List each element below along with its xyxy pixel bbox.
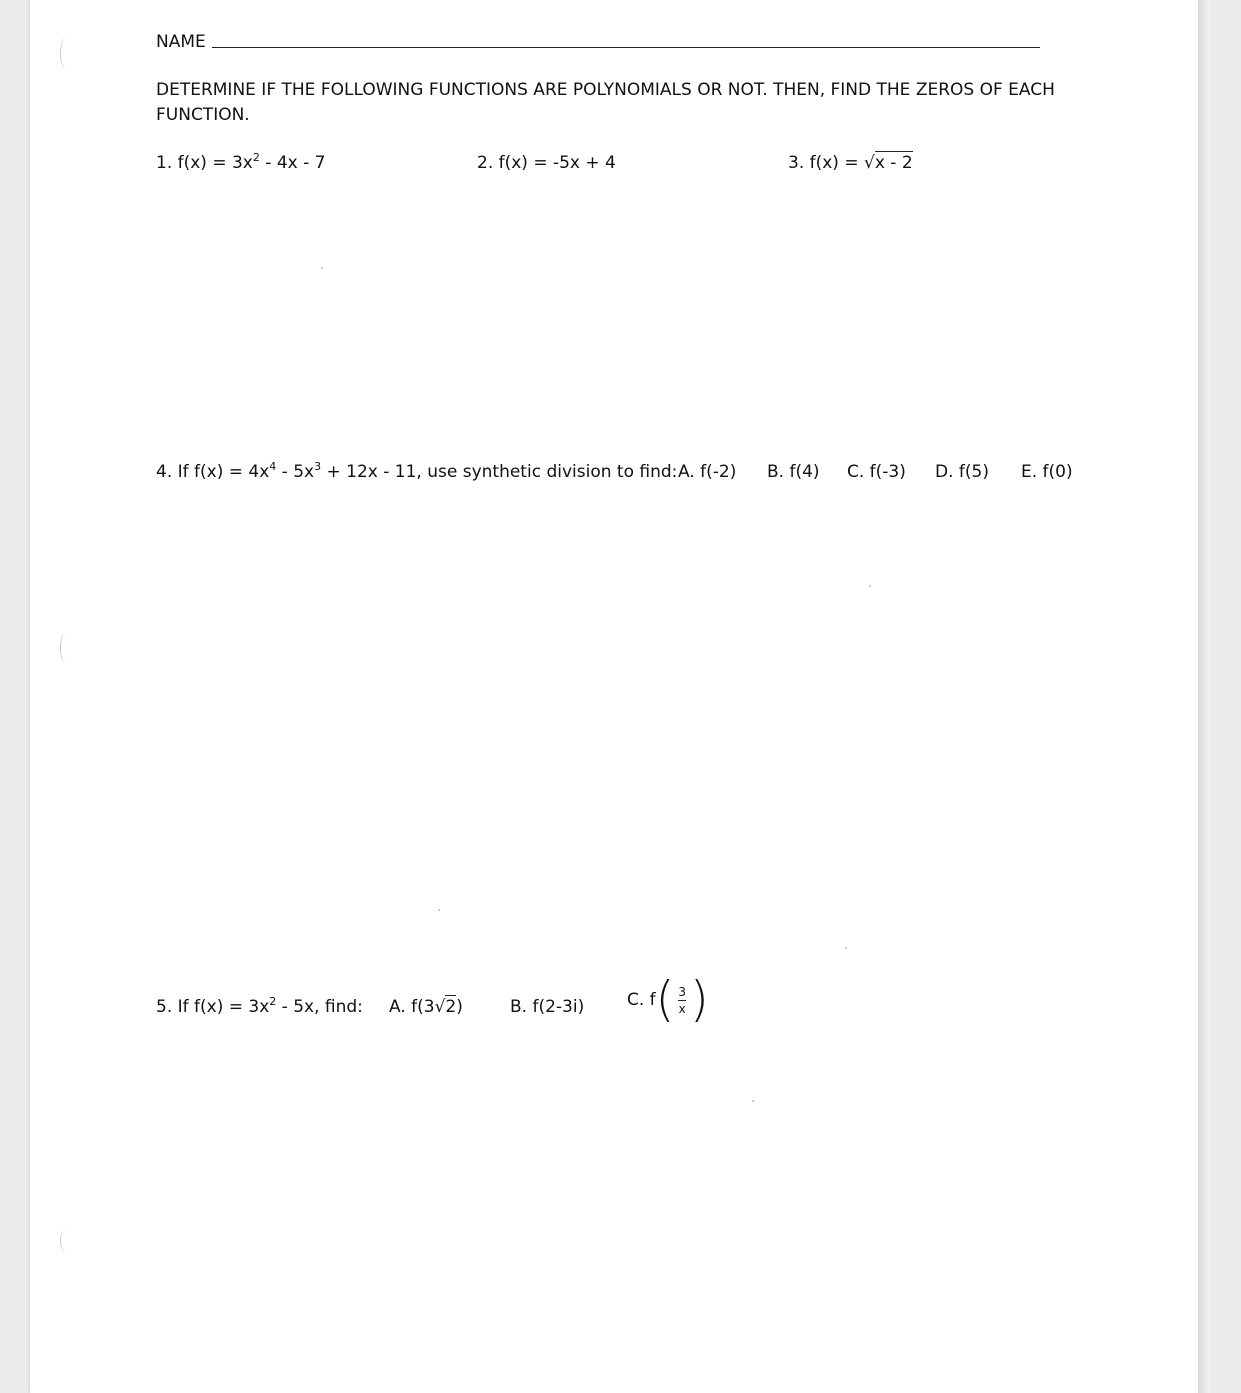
- problem-5: 5. If $f(x) = 3x^2 - 5x$, find:: [156, 995, 363, 1017]
- name-label: NAME: [156, 32, 206, 52]
- binder-mark: [60, 1230, 71, 1252]
- problem-3: 3. f(x) = √x - 2: [788, 153, 913, 173]
- radical-sign: √: [434, 997, 446, 1017]
- problem-2: 2. f(x) = -5x + 4: [477, 153, 616, 173]
- fraction: $\frac{3}{x}$: [678, 984, 687, 1016]
- problem-5-part-a: A. f(3√2): [389, 997, 463, 1017]
- problem-1: 1. $f(x) = 3x^2 - 4x - 7$: [156, 151, 326, 173]
- problem-4-part-c: C. f(-3): [847, 462, 906, 482]
- binder-mark: [60, 633, 71, 663]
- problem-5-part-b: B. f(2-3i): [510, 997, 585, 1017]
- radicand: x - 2: [874, 153, 913, 173]
- name-input-line[interactable]: [212, 47, 1040, 48]
- page-edge: [1198, 0, 1210, 1393]
- problem-4-part-e: E. f(0): [1021, 462, 1073, 482]
- problem-4: 4. If $f(x) = 4x^4 - 5x^3 + 12x - 11$, use synthetic division to find:: [156, 460, 678, 482]
- binder-mark: [60, 38, 71, 68]
- problem-5-part-c: C. $f( \frac{3}{x})$: [627, 971, 709, 1028]
- worksheet-page: [30, 0, 1198, 1393]
- problem-4-part-b: B. f(4): [767, 462, 820, 482]
- instructions: DETERMINE IF THE FOLLOWING FUNCTIONS ARE POLYNOMIALS OR NOT. THEN, FIND THE ZEROS OF EACH FUNCTION.: [156, 80, 1055, 125]
- problem-4-part-d: D. f(5): [935, 462, 989, 482]
- radical-sign: √: [864, 153, 875, 173]
- problem-4-part-a: A. f(-2): [678, 462, 737, 482]
